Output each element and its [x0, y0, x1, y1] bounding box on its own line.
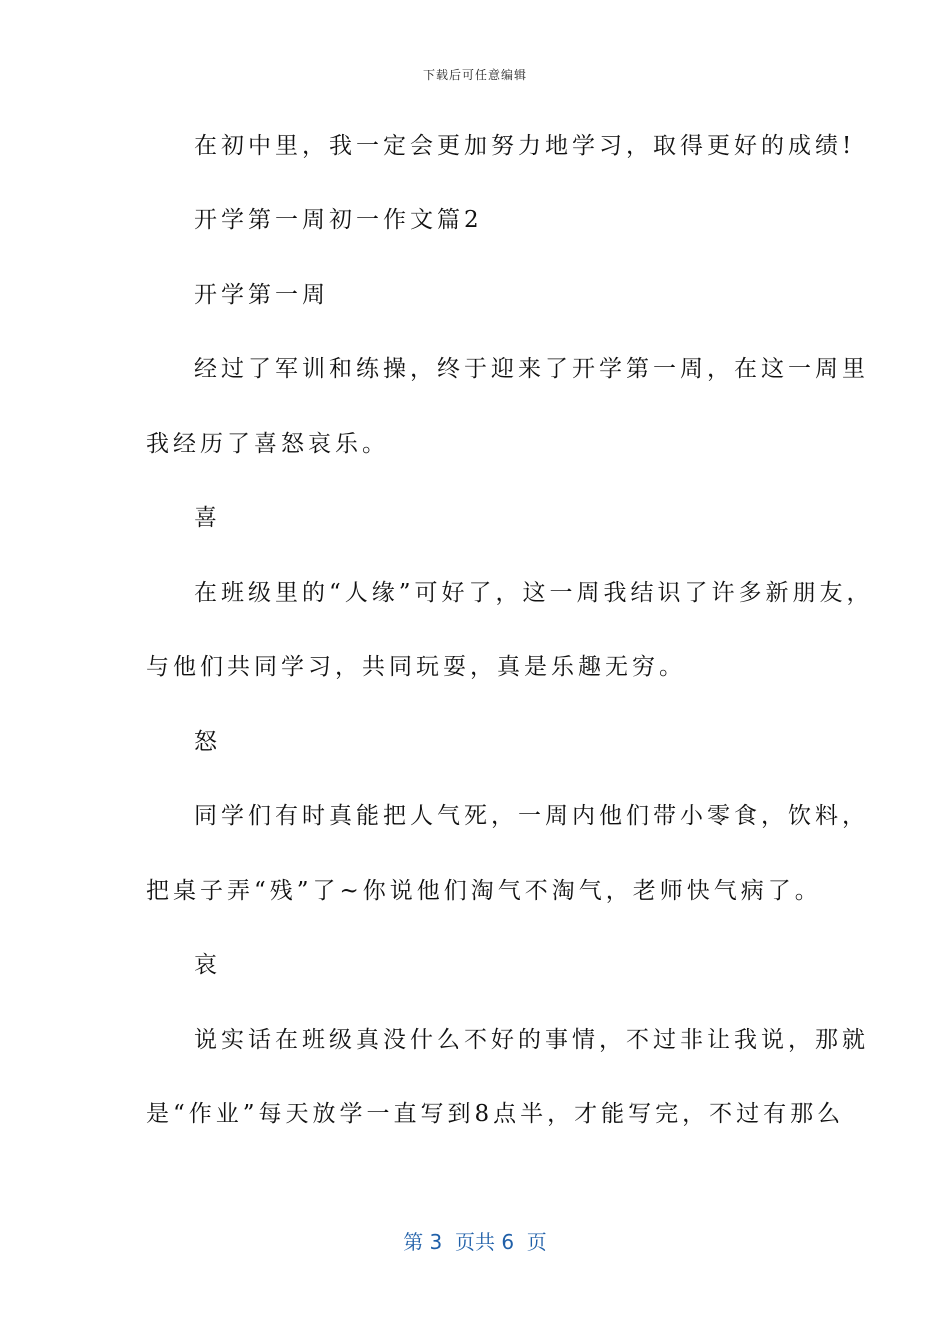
page-number: 第 3 页共 6 页 [403, 1230, 547, 1254]
paragraph-line: 是“作业”每天放学一直写到8点半，才能写完，不过有那么 [146, 1101, 845, 1127]
essay-title: 开学第一周 [194, 282, 329, 308]
subheading-sorrow: 哀 [194, 952, 221, 978]
paragraph-line: 说实话在班级真没什么不好的事情，不过非让我说，那就 [194, 1027, 869, 1053]
subheading-anger: 怒 [194, 729, 221, 755]
paragraph-line: 把桌子弄“残”了~你说他们淘气不淘气，老师快气病了。 [146, 878, 822, 904]
paragraph-line: 在初中里，我一定会更加努力地学习，取得更好的成绩! [194, 133, 856, 159]
header-note: 下载后可任意编辑 [422, 68, 527, 82]
paragraph-line: 经过了军训和练操，终于迎来了开学第一周，在这一周里 [194, 356, 869, 382]
section-heading: 开学第一周初一作文篇2 [194, 207, 483, 233]
paragraph-line: 我经历了喜怒哀乐。 [146, 431, 389, 457]
paragraph-line: 在班级里的“人缘”可好了，这一周我结识了许多新朋友， [194, 580, 874, 606]
subheading-joy: 喜 [194, 505, 221, 531]
paragraph-line: 同学们有时真能把人气死，一周内他们带小零食，饮料， [194, 803, 869, 829]
paragraph-line: 与他们共同学习，共同玩耍，真是乐趣无穷。 [146, 654, 686, 680]
